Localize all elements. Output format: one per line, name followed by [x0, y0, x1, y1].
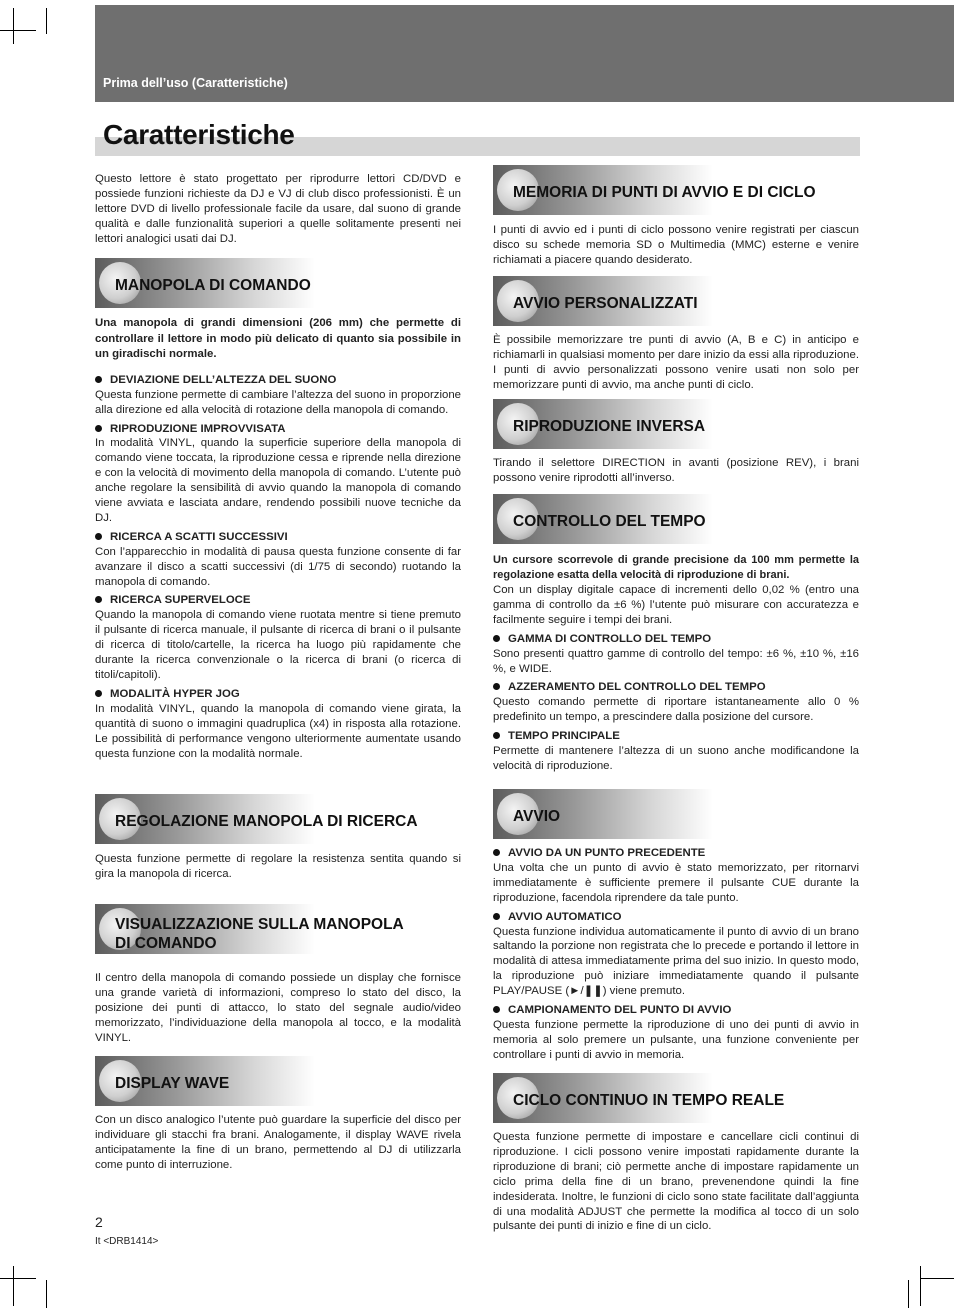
bullet-icon — [493, 732, 500, 739]
bullet-icon — [95, 690, 102, 697]
section-title: RIPRODUZIONE INVERSA — [513, 418, 706, 435]
subsection-title: RIPRODUZIONE IMPROVVISATA — [95, 422, 461, 437]
subsection-title: AZZERAMENTO DEL CONTROLLO DEL TEMPO — [493, 680, 859, 695]
crop-mark — [46, 1280, 47, 1308]
bullet-icon — [493, 849, 500, 856]
section-text: Con un display digitale capace di incrementi dello 0,02 % (entro una gamma di controllo da ±6 %) l’utente può misurare con accuratezza e facilmente seguire i tempi dei brani. — [493, 584, 859, 626]
subsection-title: CAMPIONAMENTO DEL PUNTO DI AVVIO — [493, 1003, 859, 1018]
crop-mark — [920, 1278, 954, 1279]
ciclo-section — [493, 1130, 859, 1234]
section-title: CICLO CONTINUO IN TEMPO REALE — [513, 1092, 785, 1109]
bullet-icon — [95, 533, 102, 540]
subsection-text: Questa funzione permette di cambiare l’altezza del suono in proporzione alla direzione ed alla velocità di rotazione della manopola di comando. — [95, 388, 461, 416]
section-text: Con un disco analogico l’utente può guardare la superficie del disco per individuare gli stacchi fra brani. Analogamente, il display WAVE rivela anticipatamente la fine di un brano, permettendo al DJ di utilizzarla come punto di interruzione. — [95, 1114, 461, 1171]
subsection-title: DEVIAZIONE DELL’ALTEZZA DEL SUONO — [95, 373, 461, 388]
intro — [95, 172, 461, 247]
subsection-title: AVVIO AUTOMATICO — [493, 910, 859, 925]
avvio-section — [493, 846, 859, 1063]
bullet-icon — [95, 376, 102, 383]
section-text: Il centro della manopola di comando possiede un display che fornisce una grande varietà di informazioni, compreso lo stato del disco, la posizione dei punti di attacco, lo stato del segnale audio/video memorizzato, l’individuazione della manopola al tocco, e la modalità VINYL. — [95, 972, 461, 1044]
subsection-title: MODALITÀ HYPER JOG — [95, 687, 461, 702]
section-title: MEMORIA DI PUNTI DI AVVIO E DI CICLO — [513, 184, 816, 201]
doc-code: It <DRB1414> — [95, 1236, 159, 1247]
bullet-icon — [493, 683, 500, 690]
subsection-text: Questa funzione permette la riproduzione di uno dei punti di avvio in memoria al solo premere un pulsante, una funzione conveniente per controllare i punti di avvio in memoria. — [493, 1018, 859, 1061]
crop-mark — [920, 1266, 921, 1306]
subsection-title: RICERCA SUPERVELOCE — [95, 593, 461, 608]
section-title: DISPLAY WAVE — [115, 1075, 230, 1092]
section-text: Questa funzione permette di impostare e cancellare cicli continui di riproduzione. I cicli possono venire impostati rapidamente durante la riproduzione di brani; ciò permette anche di impostare rapidamente un ciclo prima della fine di un brano, prevenendone quindi la fine indesiderata. Inoltre, le funzioni di ciclo sono state facilitate dall’aggiunta di una modalità ADJUST che permette la modifica al tocco di un solo pulsante dei punti di inizio e fine di un ciclo. — [493, 1131, 859, 1233]
section-title: VISUALIZZAZIONE SULLA MANOPOLA DI COMANDO — [115, 916, 404, 952]
subsection-text: Questa funzione individua automaticamente il punto di avvio di un brano saltando la porzione non registrata che lo precede e portando il lettore in modalità di attesa immediatamente prima del suo inizio. In questo modo, la riproduzione può iniziare immediatamente quando il pulsante PLAY/PAUSE (►/❚❚) viene premuto. — [493, 925, 859, 998]
bullet-icon — [493, 913, 500, 920]
subsection-text: Permette di mantenere l’altezza di un suono anche modificandone la velocità di riproduzione. — [493, 745, 859, 772]
subsection-text: Sono presenti quattro gamme di controllo del tempo: ±6 %, ±10 %, ±16 %, e WIDE. — [493, 647, 859, 675]
subsection-title: AVVIO DA UN PUNTO PRECEDENTE — [493, 846, 859, 861]
crop-mark — [0, 1278, 36, 1279]
header-label: Prima dell’uso (Caratteristiche) — [103, 76, 288, 90]
subsection-text: Con l’apparecchio in modalità di pausa questa funzione consente di far avanzare il disco a scatti successivi (di 1/75 di secondo) ruotando la manopola di comando. — [95, 545, 461, 588]
subsection-text: In modalità VINYL, quando la manopola di comando viene girata, la quantità di suono o immagini quadruplica (x4) in risposta alla rotazione. Le possibilità di performance vengono ulteriormente aumentate usando questa funzione con la modalità normale. — [95, 702, 461, 760]
section-title: REGOLAZIONE MANOPOLA DI RICERCA — [115, 813, 418, 830]
section-title: AVVIO PERSONALIZZATI — [513, 295, 698, 312]
subsection-text: Quando la manopola di comando viene ruotata mentre si tiene premuto il pulsante di ricerca manuale, il pulsante di ricerca di brani o il pulsante di ricerca di titolo/cartelle, la ricerca ha luogo più rapidamente che durante la ricerca convenzionale o la ricerca di brani (o ricerca di titoli/capitoli). — [95, 609, 461, 681]
tempo-section — [493, 553, 859, 774]
section-title: AVVIO — [513, 808, 561, 825]
section-title: CONTROLLO DEL TEMPO — [513, 513, 706, 530]
bullet-icon — [493, 635, 500, 642]
visualizzazione-section — [95, 971, 461, 1046]
memoria-section — [493, 223, 859, 268]
subsection-title: TEMPO PRINCIPALE — [493, 729, 859, 744]
section-lead: Una manopola di grandi dimensioni (206 mm) che permette di controllare il lettore in modo più delicato di quanto sia possibile in un giradischi normale. — [95, 317, 461, 361]
subsection-text: Questo comando permette di riportare istantaneamente allo 0 % predefinito un tempo, a prescindere dalla posizione del cursore. — [493, 696, 859, 724]
section-title: MANOPOLA DI COMANDO — [115, 277, 311, 294]
section-lead: Un cursore scorrevole di grande precisione da 100 mm permette la regolazione esatta della velocità di riproduzione di brani. — [493, 554, 859, 581]
crop-mark — [46, 8, 47, 34]
page-title: Caratteristiche — [103, 119, 295, 150]
section-text: Questa funzione permette di regolare la resistenza sentita quando si gira la manopola di ricerca. — [95, 853, 461, 880]
bullet-icon — [95, 425, 102, 432]
subsection-title: RICERCA A SCATTI SUCCESSIVI — [95, 530, 461, 545]
intro-text: Questo lettore è stato progettato per riprodurre lettori CD/DVD e possiede funzioni richieste da DJ e VJ di club disco professionisti. È un lettore DVD di livello professionale facile da usare, dal suono di grande qualità e dalle funzionalità superiori a quelle solitamente presenti nei lettori analogici usati dai DJ. — [95, 173, 461, 245]
section-text: È possibile memorizzare tre punti di avvio (A, B e C) in anticipo e richiamarli in qualsiasi momento per dare inizio da essi alla riproduzione. I punti di avvio personalizzati possono venire usati non solo per memorizzare punti di avvio, ma anche punti di ciclo. — [493, 334, 859, 391]
inversa-section — [493, 456, 859, 486]
manopola-section — [95, 316, 461, 761]
avvio-personalizzati-section — [493, 333, 859, 393]
subsection-title: GAMMA DI CONTROLLO DEL TEMPO — [493, 632, 859, 647]
section-text: Tirando il selettore DIRECTION in avanti (posizione REV), i brani possono venire riprodotti all’inverso. — [493, 457, 859, 484]
crop-mark — [13, 8, 14, 44]
crop-mark — [13, 1266, 14, 1306]
regolazione-section — [95, 852, 461, 882]
crop-mark — [0, 30, 36, 31]
crop-mark — [908, 1280, 909, 1308]
subsection-text: Una volta che un punto di avvio è stato memorizzato, per ritornarvi immediatamente è sufficiente premere il pulsante CUE durante la riproduzione, facendola riprendere da tale punto. — [493, 861, 859, 904]
subsection-text: In modalità VINYL, quando la superficie superiore della manopola di comando viene toccata, la riproduzione cessa e riprende nella direzione e con la velocità di movimento della manopola di comando. L’utente può anche regolare la sensibilità di avvio quando la manopola di comando viene avviata e lasciata andare, rendendo possibili nuove tecniche da DJ. — [95, 437, 461, 524]
page-number: 2 — [95, 1214, 103, 1230]
section-text: I punti di avvio ed i punti di ciclo possono venire registrati per ciascun disco su schede memoria SD o Multimedia (MMC) esterne e venire richiamati a piacere quando desiderato. — [493, 224, 859, 266]
display-wave-section — [95, 1113, 461, 1173]
bullet-icon — [95, 596, 102, 603]
bullet-icon — [493, 1006, 500, 1013]
